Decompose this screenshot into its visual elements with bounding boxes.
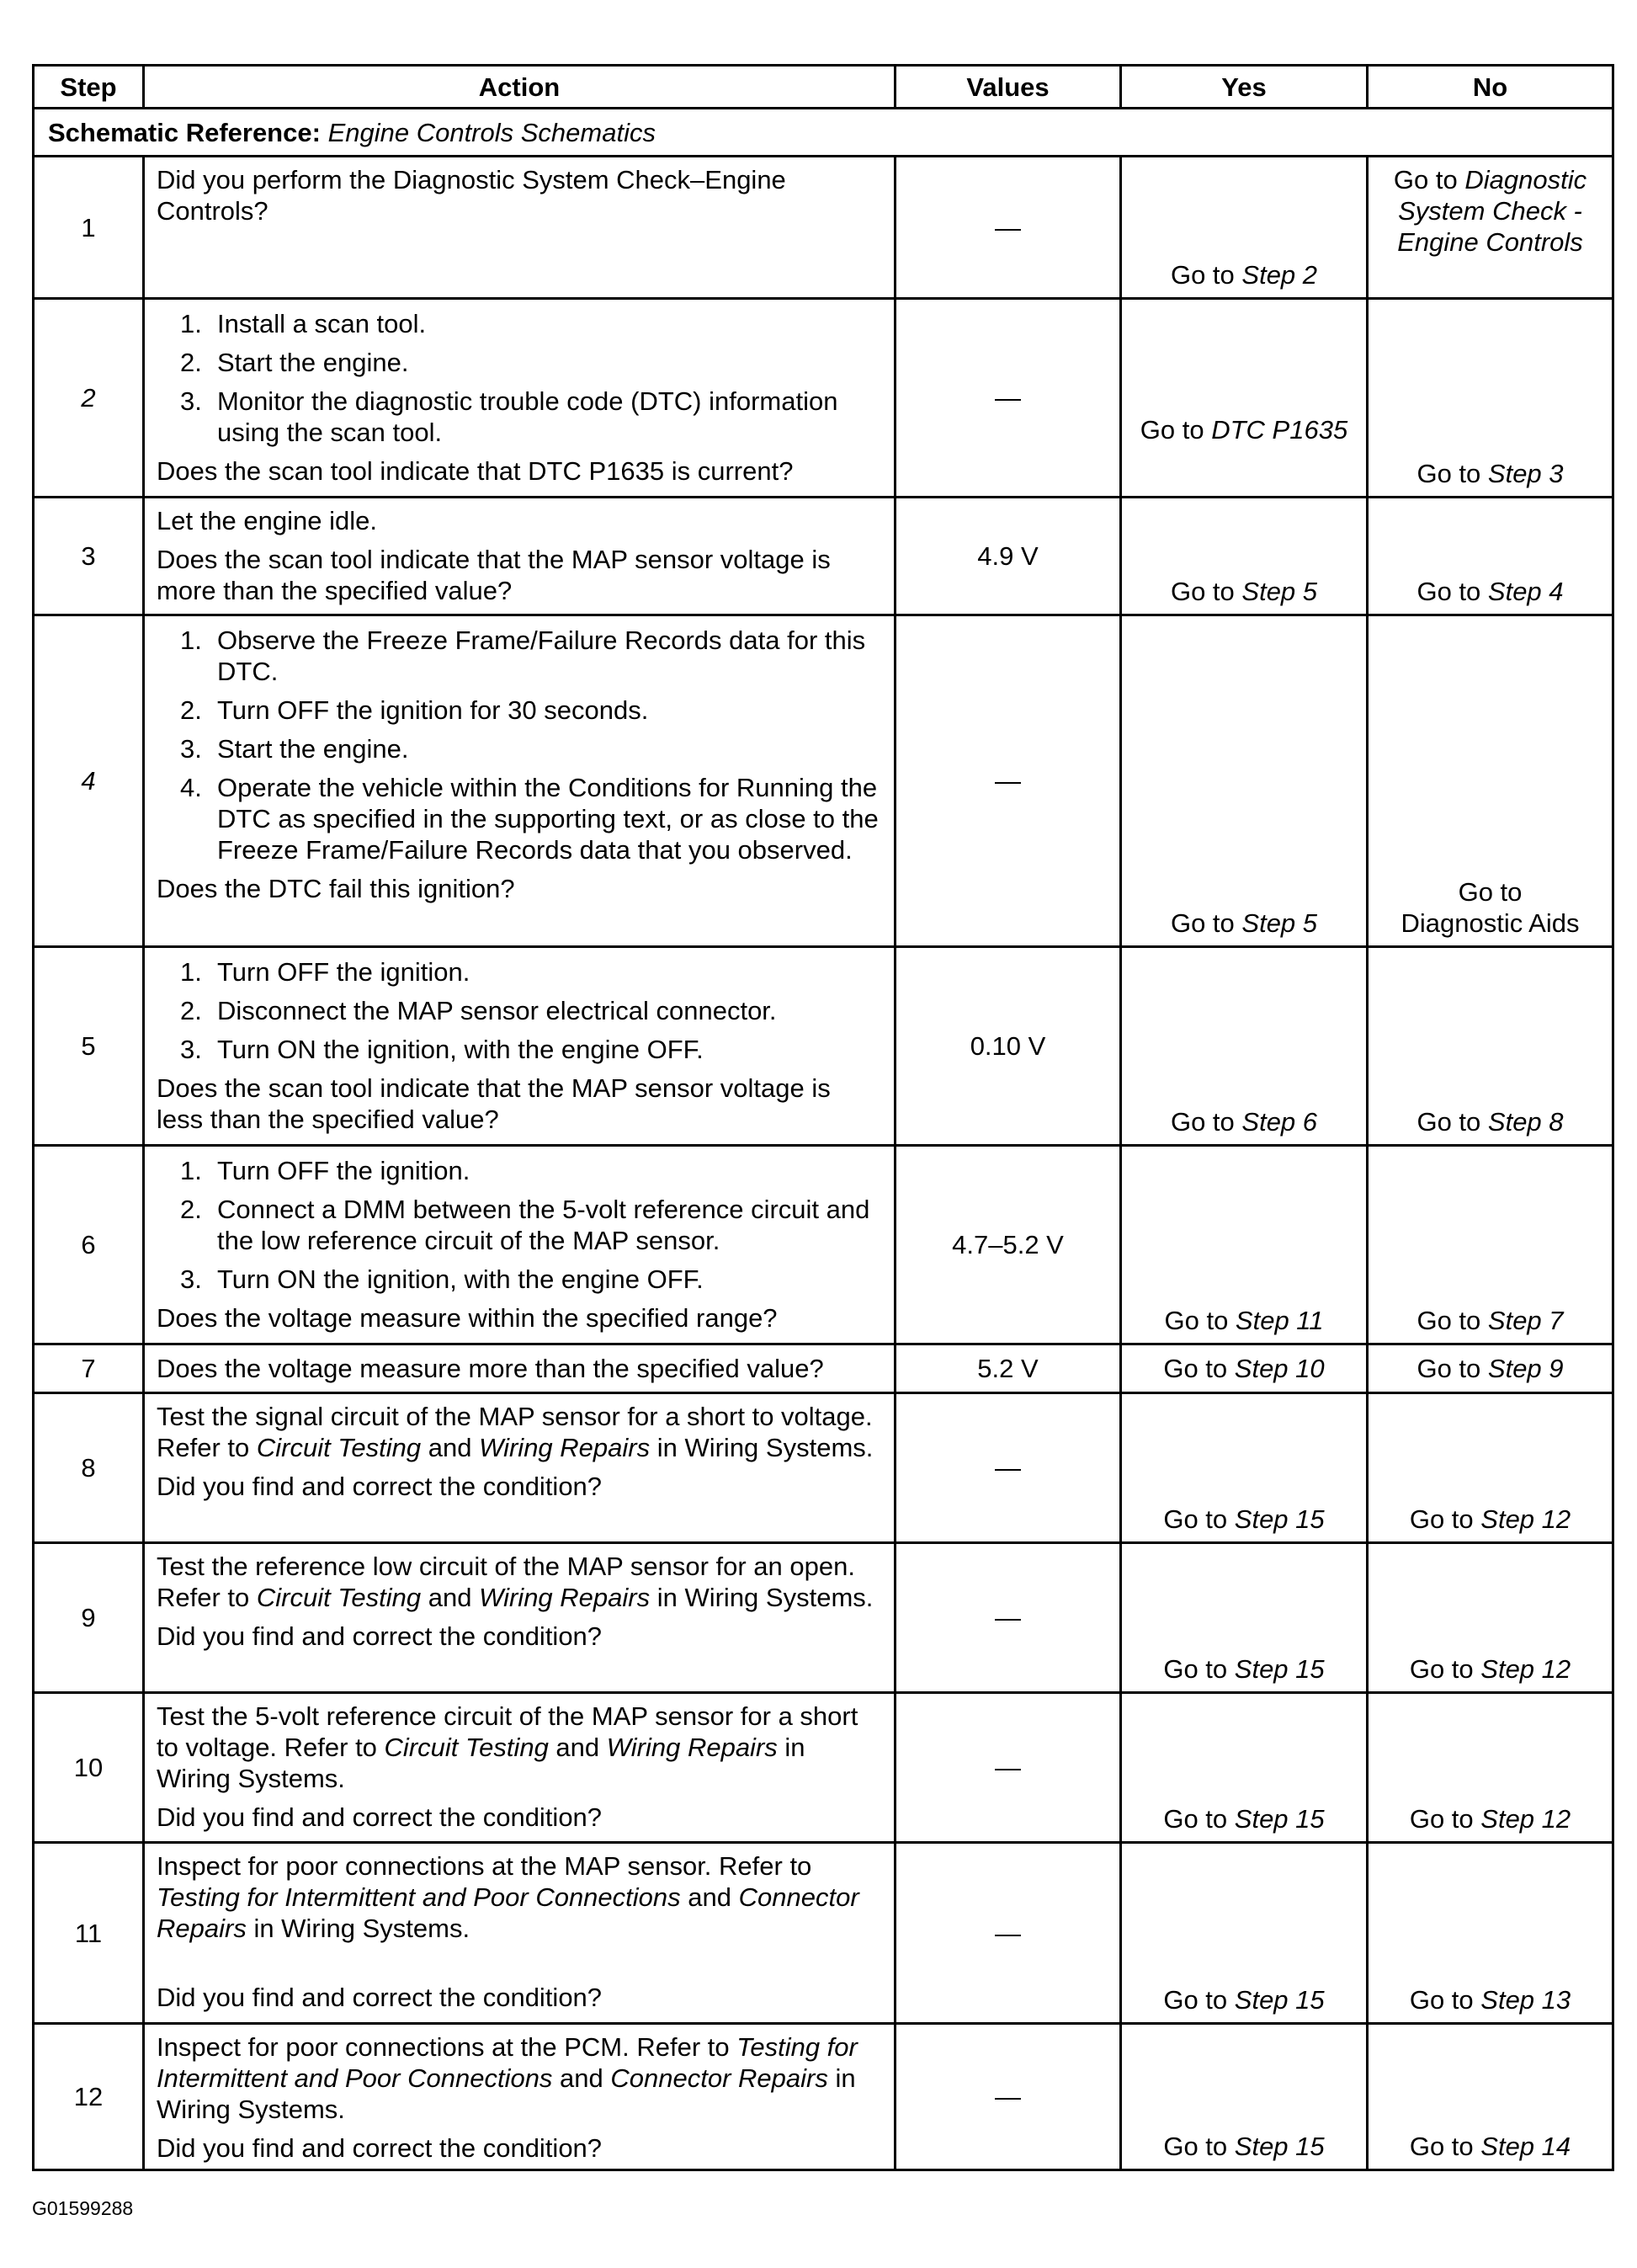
no-prefix: Go to bbox=[1409, 2132, 1481, 2161]
values-cell: — bbox=[896, 1543, 1121, 1693]
action-question: Does the scan tool indicate that the MAP sensor voltage is less than the specified value? bbox=[157, 1073, 831, 1134]
action-item: 1. Observe the Freeze Frame/Failure Records data for this DTC. bbox=[180, 626, 866, 686]
values-cell: — bbox=[896, 615, 1121, 947]
diagnostic-table-sheet bbox=[32, 64, 1611, 2171]
action-item-text: Start the engine. bbox=[217, 734, 409, 764]
no-prefix: Go to bbox=[1416, 577, 1488, 606]
action-text-part: Test the signal circuit of the MAP sensor for a short to voltage. Refer to bbox=[157, 1402, 873, 1462]
yes-link[interactable]: Step 10 bbox=[1234, 1354, 1325, 1383]
action-text-part: in Wiring Systems. bbox=[157, 2063, 856, 2124]
action-item: 3. Start the engine. bbox=[180, 734, 409, 764]
yes-link[interactable]: Step 6 bbox=[1241, 1107, 1318, 1137]
action-item-text: Turn ON the ignition, with the engine OFF. bbox=[217, 1035, 704, 1064]
no-link[interactable]: Step 8 bbox=[1487, 1107, 1564, 1137]
action-cell bbox=[144, 947, 896, 1146]
action-question: Did you find and correct the condition? bbox=[157, 1621, 603, 1651]
action-cell bbox=[144, 1843, 896, 2024]
no-link[interactable]: Step 4 bbox=[1487, 577, 1564, 606]
action-text-part: Inspect for poor connections at the MAP sensor. Refer to bbox=[157, 1851, 812, 1881]
header-step: Step bbox=[34, 66, 144, 109]
step-number: 12 bbox=[34, 2024, 144, 2170]
step-number-text: 2 bbox=[81, 383, 96, 413]
action-cell bbox=[144, 299, 896, 498]
no-cell[interactable] bbox=[1368, 1543, 1613, 1693]
header-row bbox=[34, 66, 1613, 109]
action-text-part: Inspect for poor connections at the PCM. Refer to bbox=[157, 2032, 737, 2062]
values-cell: 4.9 V bbox=[896, 498, 1121, 615]
values-cell: — bbox=[896, 1393, 1121, 1543]
header-values: Values bbox=[896, 66, 1121, 109]
table-row bbox=[34, 947, 1613, 1146]
no-prefix: Go to bbox=[1409, 1804, 1481, 1834]
action-item: 3. Turn ON the ignition, with the engine OFF. bbox=[180, 1035, 704, 1064]
table-row bbox=[34, 1693, 1613, 1843]
reference-link[interactable]: Wiring Repairs bbox=[479, 1583, 651, 1612]
no-cell[interactable] bbox=[1368, 157, 1613, 299]
action-item: 1. Turn OFF the ignition. bbox=[180, 957, 470, 987]
no-link[interactable]: Step 12 bbox=[1480, 1504, 1571, 1534]
no-prefix: Go to bbox=[1416, 459, 1488, 488]
yes-prefix: Go to bbox=[1163, 1354, 1235, 1383]
action-cell bbox=[144, 615, 896, 947]
table-row bbox=[34, 1843, 1613, 2024]
action-item: 3. Turn ON the ignition, with the engine OFF. bbox=[180, 1264, 704, 1294]
yes-cell[interactable] bbox=[1121, 1843, 1368, 2024]
no-link[interactable]: Step 3 bbox=[1487, 459, 1564, 488]
table-row bbox=[34, 1146, 1613, 1344]
yes-link[interactable]: Step 15 bbox=[1234, 2132, 1325, 2161]
yes-link[interactable]: Step 15 bbox=[1234, 1504, 1325, 1534]
header-action: Action bbox=[144, 66, 896, 109]
step-number: 6 bbox=[34, 1146, 144, 1344]
reference-link[interactable]: Circuit Testing bbox=[256, 1583, 422, 1612]
action-item: 2. Start the engine. bbox=[180, 348, 409, 377]
no-cell[interactable] bbox=[1368, 1146, 1613, 1344]
action-text-part: and bbox=[421, 1583, 480, 1612]
action-item-text: Start the engine. bbox=[217, 348, 409, 377]
no-link[interactable]: Step 12 bbox=[1480, 1654, 1571, 1684]
yes-link[interactable]: Step 11 bbox=[1235, 1306, 1324, 1335]
action-text bbox=[157, 1551, 882, 1613]
reference-link[interactable]: Connector Repairs bbox=[157, 1882, 859, 1943]
action-text bbox=[157, 1850, 882, 1944]
no-cell[interactable] bbox=[1368, 299, 1613, 498]
action-question: Does the scan tool indicate that the MAP sensor voltage is more than the specified value? bbox=[157, 545, 831, 605]
values-cell: — bbox=[896, 157, 1121, 299]
action-question: Does the voltage measure within the specified range? bbox=[157, 1303, 778, 1333]
action-question: Does the scan tool indicate that DTC P1635 is current? bbox=[157, 456, 794, 486]
action-item-text: Operate the vehicle within the Conditions for Running the DTC as specified in the supporting text, or as close to the Freeze Frame/Failure Records data that you observed. bbox=[217, 773, 879, 865]
no-cell[interactable] bbox=[1368, 498, 1613, 615]
step-number bbox=[34, 615, 144, 947]
action-item: 1. Install a scan tool. bbox=[180, 309, 427, 338]
no-prefix: Go to bbox=[1409, 1985, 1481, 2015]
values-cell: 0.10 V bbox=[896, 947, 1121, 1146]
schematic-reference-label: Schematic Reference: bbox=[48, 117, 321, 147]
yes-prefix: Go to bbox=[1163, 1504, 1235, 1534]
values-cell: — bbox=[896, 1693, 1121, 1843]
action-text-part: in Wiring Systems. bbox=[246, 1914, 470, 1943]
yes-prefix: Go to bbox=[1170, 908, 1242, 938]
step-number: 11 bbox=[34, 1843, 144, 2024]
yes-prefix: Go to bbox=[1164, 1306, 1236, 1335]
values-cell: 4.7–5.2 V bbox=[896, 1146, 1121, 1344]
yes-prefix: Go to bbox=[1170, 1107, 1242, 1137]
diagnostic-table bbox=[32, 64, 1614, 2171]
action-text-part: and bbox=[421, 1433, 480, 1462]
no-prefix: Go to bbox=[1416, 1354, 1488, 1383]
reference-link[interactable]: Testing for Intermittent and Poor Connections bbox=[157, 1882, 681, 1912]
yes-prefix: Go to bbox=[1170, 260, 1242, 290]
action-item: 2. Turn OFF the ignition for 30 seconds. bbox=[180, 695, 649, 725]
action-cell bbox=[144, 1146, 896, 1344]
no-cell[interactable] bbox=[1368, 615, 1613, 947]
action-item: 2. Disconnect the MAP sensor electrical connector. bbox=[180, 996, 777, 1025]
step-number: 9 bbox=[34, 1543, 144, 1693]
yes-link[interactable]: Step 15 bbox=[1234, 1654, 1325, 1684]
action-text-part: Test the reference low circuit of the MAP sensor for an open. Refer to bbox=[157, 1552, 855, 1612]
no-cell[interactable] bbox=[1368, 1843, 1613, 2024]
action-steps bbox=[157, 308, 882, 448]
action-item-text: Turn ON the ignition, with the engine OFF. bbox=[217, 1264, 704, 1294]
no-prefix: Go to bbox=[1416, 1306, 1488, 1335]
no-link[interactable]: Step 7 bbox=[1487, 1306, 1564, 1335]
table-row bbox=[34, 1393, 1613, 1543]
step-number: 3 bbox=[34, 498, 144, 615]
yes-cell[interactable] bbox=[1121, 157, 1368, 299]
no-prefix: Go to bbox=[1393, 165, 1465, 194]
schematic-reference-link[interactable]: Engine Controls Schematics bbox=[327, 117, 656, 147]
step-number: 7 bbox=[34, 1344, 144, 1393]
action-question: Did you find and correct the condition? bbox=[157, 2133, 603, 2163]
action-text-part: and bbox=[680, 1882, 739, 1912]
yes-prefix: Go to bbox=[1163, 1985, 1235, 2015]
action-item: 2. Connect a DMM between the 5-volt reference circuit and the low reference circuit of the MAP sensor. bbox=[180, 1195, 870, 1255]
reference-link[interactable]: Wiring Repairs bbox=[479, 1433, 651, 1462]
yes-cell[interactable] bbox=[1121, 1543, 1368, 1693]
no-cell[interactable] bbox=[1368, 947, 1613, 1146]
action-text bbox=[157, 2031, 882, 2125]
values-cell: 5.2 V bbox=[896, 1344, 1121, 1393]
action-lead: Let the engine idle. bbox=[157, 506, 377, 535]
action-question: Does the voltage measure more than the specified value? bbox=[157, 1354, 824, 1383]
action-item-text: Connect a DMM between the 5-volt reference circuit and the low reference circuit of the MAP sensor. bbox=[217, 1195, 870, 1255]
step-number: 8 bbox=[34, 1393, 144, 1543]
reference-link[interactable]: Testing for Intermittent and Poor Connections bbox=[157, 2032, 858, 2093]
action-question: Did you find and correct the condition? bbox=[157, 1802, 603, 1832]
reference-link[interactable]: Circuit Testing bbox=[384, 1733, 549, 1762]
no-cell[interactable] bbox=[1368, 1393, 1613, 1543]
yes-link[interactable]: DTC P1635 bbox=[1211, 415, 1348, 445]
action-item: 4. Operate the vehicle within the Conditions for Running the DTC as specified in the supporting text, or as close to the Freeze Frame/Failure Records data that you observed. bbox=[180, 773, 879, 865]
action-text bbox=[157, 1401, 882, 1463]
yes-cell[interactable] bbox=[1121, 1693, 1368, 1843]
table-row bbox=[34, 1344, 1613, 1393]
action-text-part: in Wiring Systems. bbox=[650, 1583, 874, 1612]
no-link[interactable]: Step 13 bbox=[1480, 1985, 1571, 2015]
action-cell bbox=[144, 498, 896, 615]
table-row bbox=[34, 498, 1613, 615]
no-prefix: Go to bbox=[1409, 1504, 1481, 1534]
schematic-reference-row bbox=[34, 109, 1613, 157]
table-row bbox=[34, 157, 1613, 299]
action-item: 3. Monitor the diagnostic trouble code (DTC) information using the scan tool. bbox=[180, 386, 838, 447]
action-item-text: Turn OFF the ignition for 30 seconds. bbox=[217, 695, 649, 725]
action-cell bbox=[144, 1393, 896, 1543]
no-prefix: Go to bbox=[1458, 877, 1523, 907]
action-item-text: Turn OFF the ignition. bbox=[217, 957, 470, 987]
no-link[interactable]: Diagnostic Aids bbox=[1400, 908, 1580, 938]
yes-link[interactable]: Step 15 bbox=[1234, 1804, 1325, 1834]
schematic-reference bbox=[34, 109, 1613, 157]
step-number: 5 bbox=[34, 947, 144, 1146]
yes-cell[interactable] bbox=[1121, 2024, 1368, 2170]
figure-id: G01599288 bbox=[32, 2197, 134, 2219]
no-cell[interactable] bbox=[1368, 2024, 1613, 2170]
action-cell bbox=[144, 1344, 896, 1393]
yes-cell[interactable] bbox=[1121, 1393, 1368, 1543]
action-steps bbox=[157, 625, 882, 865]
table-row bbox=[34, 2024, 1613, 2170]
yes-cell[interactable] bbox=[1121, 1344, 1368, 1393]
reference-link[interactable]: Wiring Repairs bbox=[606, 1733, 778, 1762]
yes-link[interactable]: Step 15 bbox=[1234, 1985, 1325, 2015]
yes-link[interactable]: Step 2 bbox=[1241, 260, 1318, 290]
action-question: Does the DTC fail this ignition? bbox=[157, 874, 515, 903]
yes-cell[interactable] bbox=[1121, 498, 1368, 615]
action-steps bbox=[157, 1155, 882, 1295]
table-row bbox=[34, 1543, 1613, 1693]
no-link[interactable]: Step 14 bbox=[1480, 2132, 1571, 2161]
action-item-text: Observe the Freeze Frame/Failure Records data for this DTC. bbox=[217, 626, 866, 686]
no-cell[interactable] bbox=[1368, 1344, 1613, 1393]
action-cell bbox=[144, 1693, 896, 1843]
yes-cell[interactable] bbox=[1121, 615, 1368, 947]
action-item-text: Monitor the diagnostic trouble code (DTC) information using the scan tool. bbox=[217, 386, 838, 447]
yes-prefix: Go to bbox=[1140, 415, 1212, 445]
action-cell bbox=[144, 1543, 896, 1693]
values-cell: — bbox=[896, 1843, 1121, 2024]
step-number bbox=[34, 299, 144, 498]
action-question: Did you find and correct the condition? bbox=[157, 1983, 603, 2012]
step-number-text: 4 bbox=[81, 766, 96, 796]
yes-cell[interactable] bbox=[1121, 947, 1368, 1146]
no-link[interactable]: Step 12 bbox=[1480, 1804, 1571, 1834]
action-question: Did you find and correct the condition? bbox=[157, 1472, 603, 1501]
no-prefix: Go to bbox=[1416, 1107, 1488, 1137]
no-prefix: Go to bbox=[1409, 1654, 1481, 1684]
action-text-part: and bbox=[552, 2063, 611, 2093]
action-text-part: and bbox=[548, 1733, 607, 1762]
action-item: 1. Turn OFF the ignition. bbox=[180, 1156, 470, 1185]
action-text-part: Test the 5-volt reference circuit of the MAP sensor for a short to voltage. Refer to bbox=[157, 1701, 858, 1762]
action-text bbox=[157, 1701, 882, 1794]
yes-prefix: Go to bbox=[1163, 2132, 1235, 2161]
yes-cell[interactable] bbox=[1121, 1146, 1368, 1344]
yes-link[interactable]: Step 5 bbox=[1241, 577, 1318, 606]
action-item-text: Disconnect the MAP sensor electrical connector. bbox=[217, 996, 777, 1025]
action-item-text: Install a scan tool. bbox=[217, 309, 427, 338]
action-text-part: in Wiring Systems. bbox=[650, 1433, 874, 1462]
no-cell[interactable] bbox=[1368, 1693, 1613, 1843]
action-steps bbox=[157, 956, 882, 1065]
no-link[interactable]: Step 9 bbox=[1487, 1354, 1564, 1383]
reference-link[interactable]: Connector Repairs bbox=[610, 2063, 828, 2093]
yes-cell[interactable] bbox=[1121, 299, 1368, 498]
action-cell bbox=[144, 2024, 896, 2170]
reference-link[interactable]: Circuit Testing bbox=[256, 1433, 422, 1462]
yes-link[interactable]: Step 5 bbox=[1241, 908, 1318, 938]
yes-prefix: Go to bbox=[1163, 1654, 1235, 1684]
action-question: Did you perform the Diagnostic System Check–Engine Controls? bbox=[157, 165, 786, 226]
table-row bbox=[34, 299, 1613, 498]
no-link[interactable]: Diagnostic System Check - Engine Controls bbox=[1397, 165, 1587, 257]
action-item-text: Turn OFF the ignition. bbox=[217, 1156, 470, 1185]
values-cell: — bbox=[896, 299, 1121, 498]
table-row bbox=[34, 615, 1613, 947]
yes-prefix: Go to bbox=[1163, 1804, 1235, 1834]
step-number: 10 bbox=[34, 1693, 144, 1843]
step-number: 1 bbox=[34, 157, 144, 299]
values-cell: — bbox=[896, 2024, 1121, 2170]
header-yes: Yes bbox=[1121, 66, 1368, 109]
header-no: No bbox=[1368, 66, 1613, 109]
action-text-part: in Wiring Systems. bbox=[157, 1733, 805, 1793]
yes-prefix: Go to bbox=[1170, 577, 1242, 606]
action-cell bbox=[144, 157, 896, 299]
